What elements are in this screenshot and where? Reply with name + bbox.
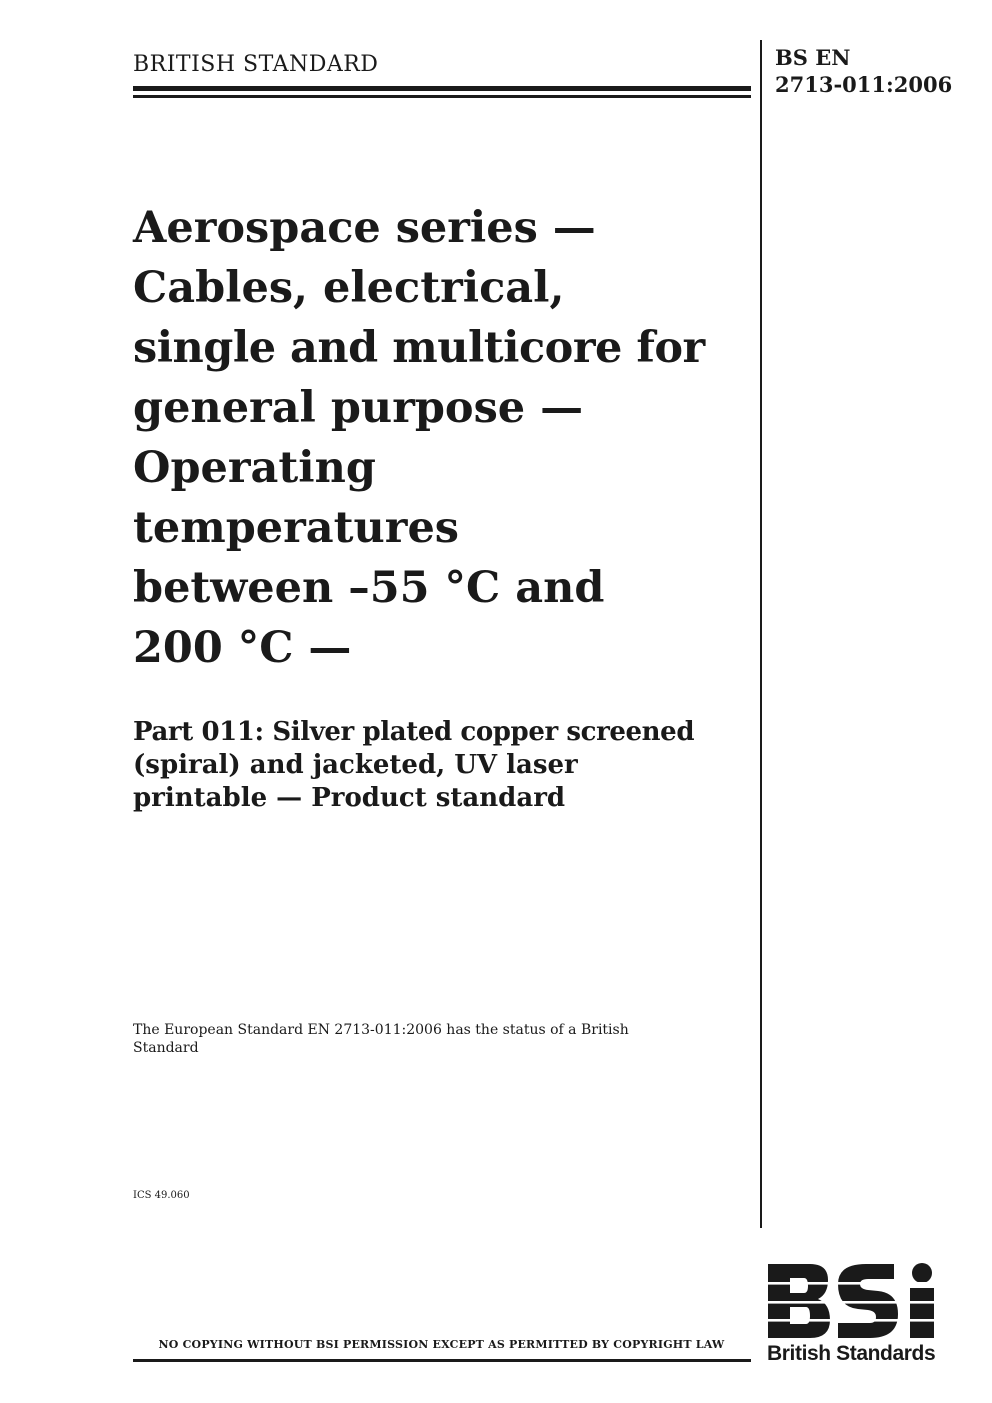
title-line: between –55 °C and: [133, 563, 605, 613]
bsi-logo-icon: [766, 1262, 944, 1340]
title-line: Operating: [133, 443, 376, 493]
title-line: temperatures: [133, 503, 460, 553]
bsi-logo-text: British Standards: [767, 1342, 936, 1365]
title-line: general purpose —: [133, 383, 584, 433]
status-note-line: The European Standard EN 2713-011:2006 has the status of a British: [133, 1022, 629, 1038]
title-line: 200 °C —: [133, 623, 352, 673]
document-title: [133, 198, 758, 678]
status-note: [133, 1021, 693, 1057]
standard-type-label: BRITISH STANDARD: [133, 52, 379, 77]
document-number-code: 2713-011:2006: [775, 72, 953, 97]
document-number-prefix: BS EN: [775, 45, 851, 70]
vertical-divider: [760, 40, 762, 1228]
ics-code: ICS 49.060: [133, 1190, 190, 1201]
subtitle-line: (spiral) and jacketed, UV laser: [133, 750, 578, 780]
title-line: Cables, electrical,: [133, 263, 565, 313]
document-subtitle: [133, 716, 758, 815]
title-line: single and multicore for: [133, 323, 705, 373]
title-line: Aerospace series —: [133, 203, 596, 253]
header-rule: [133, 86, 751, 98]
copyright-notice: NO COPYING WITHOUT BSI PERMISSION EXCEPT AS PERMITTED BY COPYRIGHT LAW: [158, 1338, 725, 1351]
bsi-logo: [766, 1262, 946, 1370]
subtitle-line: printable — Product standard: [133, 783, 566, 813]
document-number: [775, 44, 952, 98]
status-note-line: Standard: [133, 1040, 199, 1056]
subtitle-line: Part 011: Silver plated copper screened: [133, 717, 695, 747]
footer-rule: [133, 1359, 751, 1362]
